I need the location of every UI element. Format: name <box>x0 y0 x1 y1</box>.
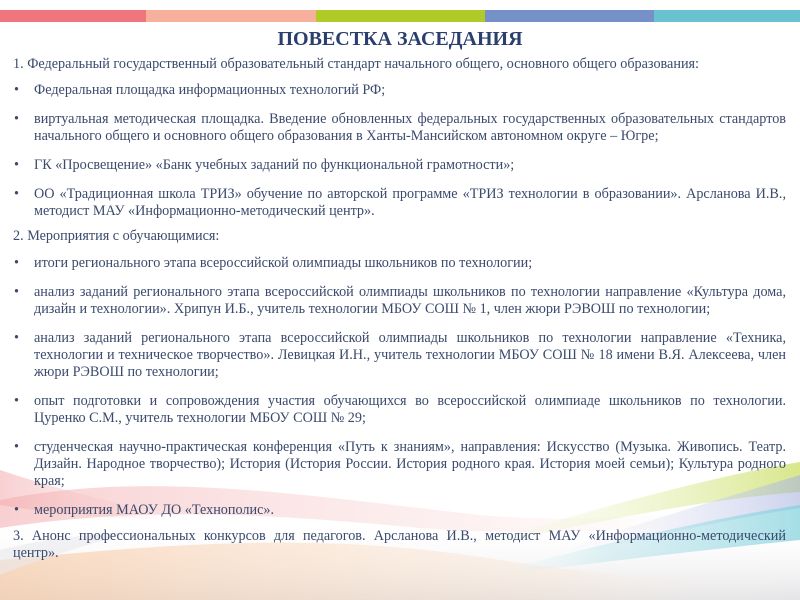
list-item <box>13 502 786 519</box>
bullet-icon: • <box>14 502 19 518</box>
list-item <box>13 255 786 272</box>
color-bar-segment-peach <box>146 10 316 22</box>
bullet-icon: • <box>14 82 19 98</box>
agenda-content <box>13 56 786 562</box>
color-bar-segment-red <box>0 10 146 22</box>
bullet-icon: • <box>14 186 19 202</box>
list-item-text: итоги регионального этапа всероссийской олимпиады школьников по технологии; <box>34 255 533 271</box>
header-color-bar <box>0 10 800 22</box>
section-3-heading: 3. Анонс профессиональных конкурсов для педагогов. Арсланова И.В., методист МАУ «Информационно-методический центр». <box>13 528 786 561</box>
page-title: ПОВЕСТКА ЗАСЕДАНИЯ <box>277 28 523 50</box>
list-item <box>13 157 786 174</box>
bullet-icon: • <box>14 255 19 271</box>
color-bar-segment-blue <box>485 10 654 22</box>
list-item-text: Федеральная площадка информационных технологий РФ; <box>34 82 386 98</box>
list-item-text: анализ заданий регионального этапа всероссийской олимпиады школьников по технологии направление «Техника, технологии и техническое творчество». Левицкая И.Н., учитель технологии МБОУ СОШ № 18 имени В.Я. Алексеева, член жюри РЭВОШ по технологии; <box>34 330 786 380</box>
section-1-heading: 1. Федеральный государственный образовательный стандарт начального общего, основного общего образования: <box>13 56 699 72</box>
bullet-icon: • <box>14 439 19 455</box>
color-bar-segment-green <box>316 10 485 22</box>
bullet-icon: • <box>14 111 19 127</box>
list-item <box>13 439 786 490</box>
list-item-text: ОО «Традиционная школа ТРИЗ» обучение по авторской программе «ТРИЗ технологии в образовании». Арсланова И.В., методист МАУ «Информационно-методический центр». <box>34 186 786 219</box>
bullet-icon: • <box>14 393 19 409</box>
bullet-icon: • <box>14 330 19 346</box>
list-item-text: студенческая научно-практическая конференция «Путь к знаниям», направления: Искусство (Музыка. Живопись. Театр. Дизайн. Народное творчество); История (История России. История родного края. История моей семьи); Культура родного края; <box>34 439 786 489</box>
list-item-text: опыт подготовки и сопровождения участия обучающихся во всероссийской олимпиаде школьников по технологии. Цуренко С.М., учитель технологии МБОУ СОШ № 29; <box>34 393 786 426</box>
list-item <box>13 186 786 220</box>
list-item-text: ГК «Просвещение» «Банк учебных заданий по функциональной грамотности»; <box>34 157 515 173</box>
list-item <box>13 111 786 145</box>
section-2-heading: 2. Мероприятия с обучающимися: <box>13 228 220 244</box>
list-item-text: анализ заданий регионального этапа всероссийской олимпиады школьников по технологии направление «Культура дома, дизайн и технологии». Хрипун И.Б., учитель технологии МБОУ СОШ № 1, член жюри РЭВОШ по технологии; <box>34 284 786 317</box>
list-item <box>13 393 786 427</box>
list-item-text: виртуальная методическая площадка. Введение обновленных федеральных государственных образовательных стандартов начального общего и основного общего образования в Ханты-Мансийском автономном округе – Югре; <box>34 111 786 144</box>
bullet-icon: • <box>14 157 19 173</box>
list-item <box>13 284 786 318</box>
bullet-icon: • <box>14 284 19 300</box>
list-item <box>13 82 786 99</box>
list-item-text: мероприятия МАОУ ДО «Технополис». <box>34 502 275 518</box>
color-bar-segment-teal <box>654 10 800 22</box>
list-item <box>13 330 786 381</box>
